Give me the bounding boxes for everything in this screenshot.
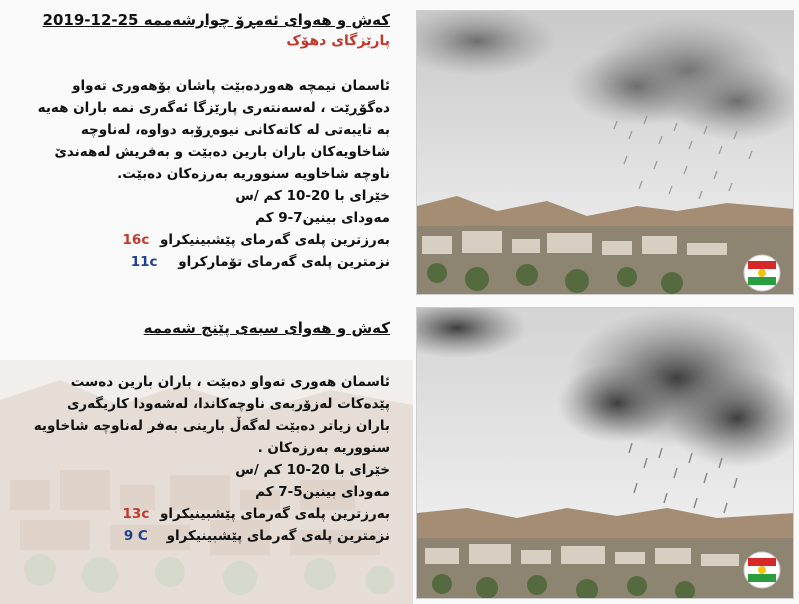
description-line: ئاسمان نیمچە هەوردەبێت پاشان بۆهەوری تەواو xyxy=(72,78,390,94)
high-temperature-row xyxy=(0,229,408,251)
high-temperature-label: بەرزترین پلەی گەرمای پێشبینیکراو xyxy=(160,232,390,248)
visibility: مەودای بینین5-7 کم xyxy=(255,484,390,500)
description-line: دەگۆڕێت ، لەسەنتەری پارێزگا ئەگەری نمە باران هەیە xyxy=(37,100,390,116)
wind-speed: خێرای با 20-10 کم /س xyxy=(235,462,390,478)
description-line: بە تایبەتی لە کاتەکانی نیوەڕۆبە دواوە، لەناوچە xyxy=(80,122,390,138)
low-temperature-value: 9 C xyxy=(123,528,148,544)
description-line: شاخاویەکان باران بارین دەبێت و بەفریش لەهەندێ xyxy=(54,144,390,160)
visibility: مەودای بینین7-9 کم xyxy=(255,210,390,226)
kurdistan-flag-logo-icon xyxy=(744,255,780,291)
description-line: باران زیاتر دەبێت لەگەڵ بارینی بەفر لەناوچە شاخاویە xyxy=(33,418,390,434)
rain-cloud-over-city-icon xyxy=(416,10,794,295)
tomorrow-forecast-panel xyxy=(0,318,408,600)
today-forecast-title: کەش و هەوای ئەمڕۆ چوارشەممە 25-12-2019 xyxy=(42,11,390,29)
low-temperature-value: 11c xyxy=(130,254,158,270)
today-forecast-panel xyxy=(0,10,408,300)
wind-speed: خێرای با 20-10 کم /س xyxy=(235,188,390,204)
high-temperature-label: بەرزترین پلەی گەرمای پێشبینیکراو xyxy=(160,506,390,522)
tomorrow-forecast-title: کەش و هەوای سبەی پێنج شەممە xyxy=(143,319,390,337)
high-temperature-row xyxy=(0,503,408,525)
description-line: پێدەکات لەزۆربەی ناوچەکاندا، لەشەودا کاریگەری xyxy=(66,396,390,412)
high-temperature-value: 13c xyxy=(122,506,150,522)
kurdistan-flag-logo-icon xyxy=(744,552,780,588)
high-temperature-value: 16c xyxy=(122,232,150,248)
tomorrow-forecast-description xyxy=(0,371,408,459)
low-temperature-label: نزمترین پلەی گەرمای تۆمارکراو xyxy=(178,254,390,270)
description-line: سنووریە بەرزەکان . xyxy=(257,440,390,456)
today-forecast-description xyxy=(0,75,408,185)
storm-cloud-over-city-icon xyxy=(416,307,794,599)
description-line: ناوچە شاخاویە سنووریە بەرزەکان دەبێت. xyxy=(117,166,390,182)
low-temperature-label: نزمترین پلەی گەرمای پێشبینیکراو xyxy=(166,528,390,544)
low-temperature-row xyxy=(0,525,408,547)
description-line: ئاسمان هەوری تەواو دەبێت ، باران بارین دەست xyxy=(70,374,390,390)
low-temperature-row xyxy=(0,251,408,273)
province-name: پارێزگای دهۆک xyxy=(286,33,390,49)
